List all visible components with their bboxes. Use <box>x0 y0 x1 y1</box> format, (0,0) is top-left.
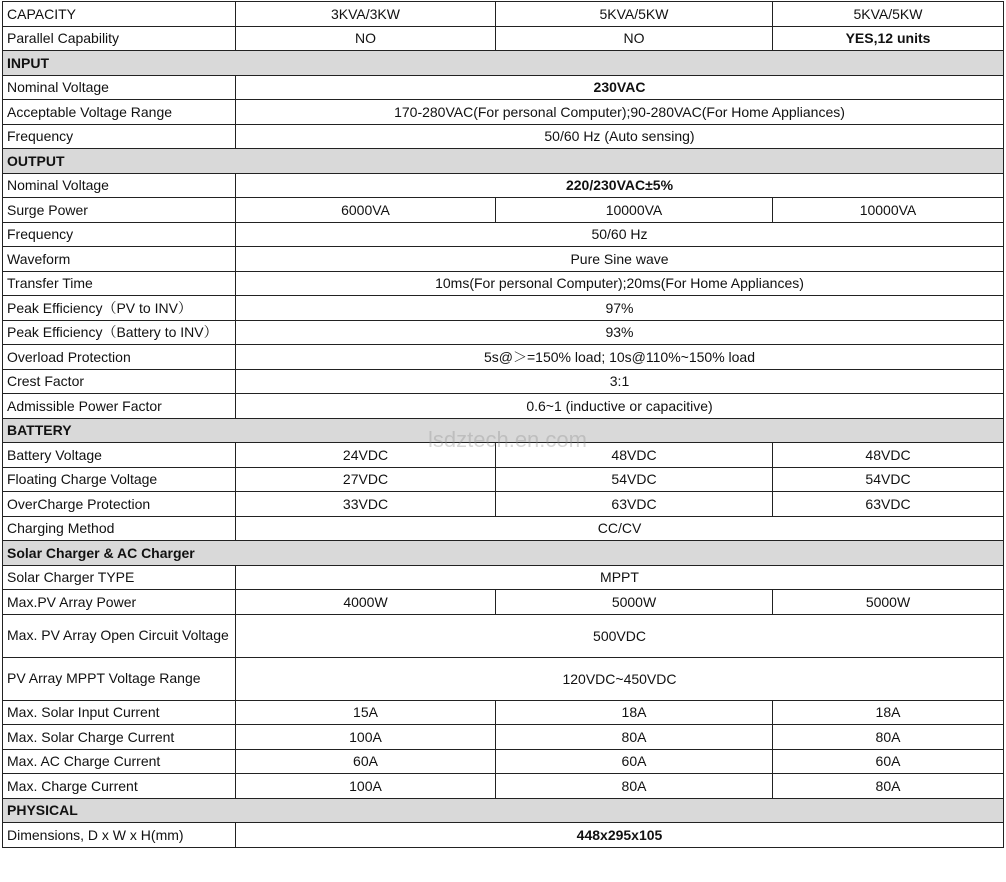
section-title: Solar Charger & AC Charger <box>3 541 1004 566</box>
row-label: Max. Solar Charge Current <box>3 725 236 750</box>
row-label: Overload Protection <box>3 345 236 370</box>
row-value: 6000VA <box>236 198 496 223</box>
table-row <box>3 320 1004 345</box>
table-row <box>3 614 1004 657</box>
row-value: 60A <box>496 749 773 774</box>
row-label: Nominal Voltage <box>3 173 236 198</box>
row-value: 63VDC <box>773 492 1004 517</box>
row-value: 54VDC <box>496 467 773 492</box>
row-value: 93% <box>236 320 1004 345</box>
row-value: 60A <box>773 749 1004 774</box>
table-row <box>3 467 1004 492</box>
row-value: 27VDC <box>236 467 496 492</box>
table-row <box>3 222 1004 247</box>
row-value: 5KVA/5KW <box>773 2 1004 27</box>
section-title: BATTERY <box>3 418 1004 443</box>
table-row <box>3 823 1004 848</box>
row-value: 48VDC <box>773 443 1004 468</box>
spec-table-body <box>3 2 1004 848</box>
section-title: INPUT <box>3 51 1004 76</box>
table-row <box>3 173 1004 198</box>
table-row <box>3 516 1004 541</box>
row-value: CC/CV <box>236 516 1004 541</box>
row-value: 80A <box>773 774 1004 799</box>
row-value: NO <box>236 26 496 51</box>
row-value: 63VDC <box>496 492 773 517</box>
table-row <box>3 565 1004 590</box>
section-header-output <box>3 149 1004 174</box>
section-header-input <box>3 51 1004 76</box>
row-value: 100A <box>236 774 496 799</box>
row-label: Max. Charge Current <box>3 774 236 799</box>
table-row <box>3 774 1004 799</box>
row-label: Frequency <box>3 124 236 149</box>
row-label: Battery Voltage <box>3 443 236 468</box>
row-label: Surge Power <box>3 198 236 223</box>
row-label: Max. Solar Input Current <box>3 700 236 725</box>
row-label: OverCharge Protection <box>3 492 236 517</box>
row-value: 48VDC <box>496 443 773 468</box>
row-value: 170-280VAC(For personal Computer);90-280VAC(For Home Appliances) <box>236 100 1004 125</box>
table-row <box>3 345 1004 370</box>
row-value: YES,12 units <box>773 26 1004 51</box>
row-label: Crest Factor <box>3 369 236 394</box>
row-value: 80A <box>496 725 773 750</box>
row-label: Max. PV Array Open Circuit Voltage <box>3 614 236 657</box>
section-header-solar-charger-ac-charger <box>3 541 1004 566</box>
row-label: Transfer Time <box>3 271 236 296</box>
table-row <box>3 394 1004 419</box>
table-row <box>3 590 1004 615</box>
row-label: Dimensions, D x W x H(mm) <box>3 823 236 848</box>
table-row <box>3 75 1004 100</box>
row-value: 500VDC <box>236 614 1004 657</box>
row-label: CAPACITY <box>3 2 236 27</box>
row-label: Solar Charger TYPE <box>3 565 236 590</box>
row-value: 230VAC <box>236 75 1004 100</box>
row-value: 4000W <box>236 590 496 615</box>
row-value: 10ms(For personal Computer);20ms(For Home Appliances) <box>236 271 1004 296</box>
table-row <box>3 296 1004 321</box>
row-label: Charging Method <box>3 516 236 541</box>
row-value: 60A <box>236 749 496 774</box>
row-value: 15A <box>236 700 496 725</box>
row-value: MPPT <box>236 565 1004 590</box>
spec-table <box>2 1 1004 848</box>
table-row <box>3 247 1004 272</box>
row-value: 33VDC <box>236 492 496 517</box>
row-label: Admissible Power Factor <box>3 394 236 419</box>
row-value: 0.6~1 (inductive or capacitive) <box>236 394 1004 419</box>
row-value: 97% <box>236 296 1004 321</box>
section-title: OUTPUT <box>3 149 1004 174</box>
row-label: Nominal Voltage <box>3 75 236 100</box>
row-label: Acceptable Voltage Range <box>3 100 236 125</box>
row-value: 80A <box>496 774 773 799</box>
row-value: 5000W <box>773 590 1004 615</box>
table-row <box>3 492 1004 517</box>
row-value: 5KVA/5KW <box>496 2 773 27</box>
row-label: Max. AC Charge Current <box>3 749 236 774</box>
row-label: PV Array MPPT Voltage Range <box>3 657 236 700</box>
row-label: Waveform <box>3 247 236 272</box>
table-row <box>3 124 1004 149</box>
row-value: 3:1 <box>236 369 1004 394</box>
row-value: 50/60 Hz <box>236 222 1004 247</box>
row-value: NO <box>496 26 773 51</box>
table-row <box>3 271 1004 296</box>
row-value: 18A <box>773 700 1004 725</box>
section-header-physical <box>3 798 1004 823</box>
row-value: 120VDC~450VDC <box>236 657 1004 700</box>
table-row <box>3 198 1004 223</box>
row-label: Frequency <box>3 222 236 247</box>
table-row <box>3 657 1004 700</box>
row-value: 24VDC <box>236 443 496 468</box>
row-value: 10000VA <box>773 198 1004 223</box>
row-label: Peak Efficiency（Battery to INV） <box>3 320 236 345</box>
row-value: 50/60 Hz (Auto sensing) <box>236 124 1004 149</box>
row-value: 100A <box>236 725 496 750</box>
row-value: 5s@＞=150% load; 10s@110%~150% load <box>236 345 1004 370</box>
table-row <box>3 369 1004 394</box>
row-value: 10000VA <box>496 198 773 223</box>
row-value: 448x295x105 <box>236 823 1004 848</box>
table-row <box>3 700 1004 725</box>
table-row <box>3 749 1004 774</box>
row-label: Parallel Capability <box>3 26 236 51</box>
row-value: Pure Sine wave <box>236 247 1004 272</box>
watermark: lsdztech.en.com <box>428 427 587 452</box>
table-row <box>3 100 1004 125</box>
table-row <box>3 2 1004 27</box>
row-value: 5000W <box>496 590 773 615</box>
row-label: Floating Charge Voltage <box>3 467 236 492</box>
row-value: 54VDC <box>773 467 1004 492</box>
table-row <box>3 26 1004 51</box>
row-label: Max.PV Array Power <box>3 590 236 615</box>
row-value: 3KVA/3KW <box>236 2 496 27</box>
table-row <box>3 725 1004 750</box>
row-label: Peak Efficiency（PV to INV） <box>3 296 236 321</box>
row-value: 220/230VAC±5% <box>236 173 1004 198</box>
row-value: 80A <box>773 725 1004 750</box>
row-value: 18A <box>496 700 773 725</box>
section-title: PHYSICAL <box>3 798 1004 823</box>
